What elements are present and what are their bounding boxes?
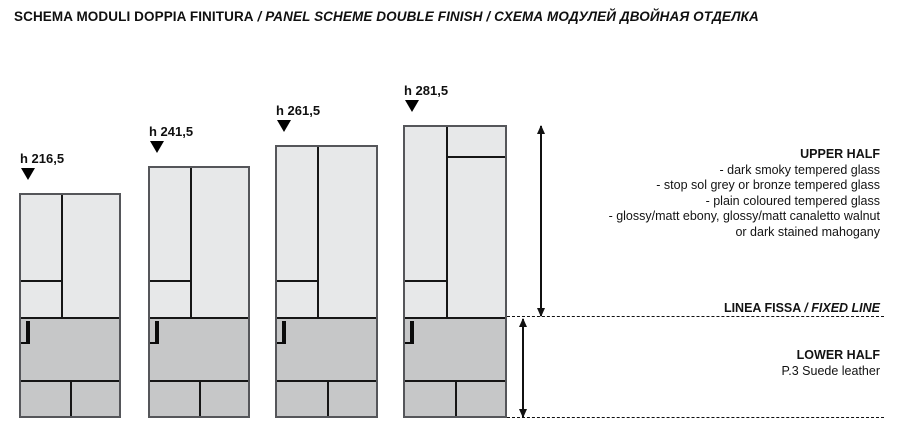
upper-left-column-divider [150,280,190,282]
lower-half-materials [782,364,880,380]
lower-half [150,317,248,416]
lower-half-measure-arrow [522,319,524,417]
lower-half [405,317,505,416]
upper-right-column-divider [446,156,505,158]
upper-material-line: - glossy/matt ebony, glossy/matt canaletto walnut [608,209,880,223]
lower-half-note [782,348,880,379]
panel-h-216-5 [19,193,121,418]
upper-half-measure-arrow [540,126,542,316]
upper-material-line: - plain coloured tempered glass [705,193,880,208]
door-bracket-mark [277,321,286,344]
upper-vertical-divider [317,147,319,317]
down-triangle-icon [150,141,164,153]
panel-height-label [20,151,64,180]
bottom-strip-vertical-divider [455,381,457,416]
height-value: h 261,5 [276,103,321,118]
panel-height-label [276,103,320,132]
lower-half [277,317,376,416]
title-primary: SCHEMA MODULI DOPPIA FINITURA [14,9,254,24]
panel-h-261-5 [275,145,378,418]
upper-vertical-divider [190,168,192,317]
bottom-dashed-line [507,417,884,418]
bottom-strip-vertical-divider [70,381,72,416]
upper-left-column-divider [277,280,317,282]
upper-material-line: or dark stained mahogany [735,224,880,239]
panel-height-label [404,83,448,112]
upper-half-heading: UPPER HALF [800,147,880,161]
down-triangle-icon [277,120,291,132]
bottom-strip-vertical-divider [327,381,329,416]
height-value: h 281,5 [404,83,449,98]
fixed-line-label-secondary: / FIXED LINE [804,301,880,315]
height-value: h 216,5 [20,151,65,166]
upper-half-materials [609,163,880,241]
panel-h-281-5 [403,125,507,418]
door-bracket-mark [405,321,414,344]
fixed-line-label-primary: LINEA FISSA [723,301,805,315]
upper-material-line: - stop sol grey or bronze tempered glass [656,178,880,192]
door-bracket-mark [21,321,30,344]
door-bracket-mark [150,321,159,344]
upper-left-column-divider [405,280,446,282]
fixed-line-label [724,301,880,317]
arrow-up-icon [519,318,527,327]
height-value: h 241,5 [149,124,194,139]
lower-material-line: P.3 Suede leather [781,363,880,378]
down-triangle-icon [405,100,419,112]
upper-vertical-divider [61,195,63,317]
panel-height-label [149,124,193,153]
title-secondary: / PANEL SCHEME DOUBLE FINISH / СХЕМА МОДУЛЕЙ ДВОЙНАЯ ОТДЕЛКА [253,9,759,24]
down-triangle-icon [21,168,35,180]
page-title [14,9,759,24]
upper-material-line: - dark smoky tempered glass [719,162,880,177]
upper-half-note [609,147,880,240]
bottom-strip-vertical-divider [199,381,201,416]
upper-left-column-divider [21,280,61,282]
panel-h-241-5 [148,166,250,418]
arrow-up-icon [537,125,545,134]
lower-half-heading: LOWER HALF [796,348,880,362]
lower-half [21,317,119,416]
